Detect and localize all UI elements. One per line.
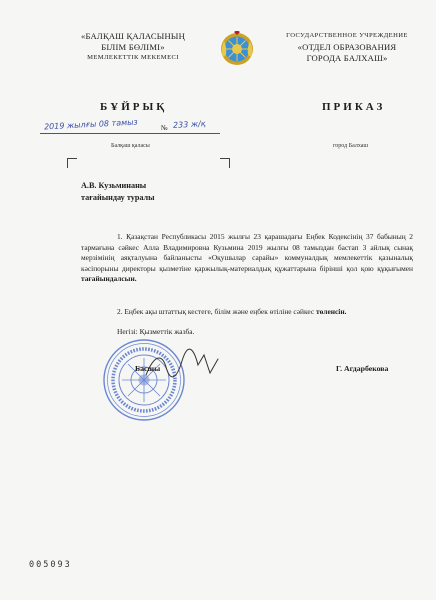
paragraph-3: Негізі: Қызметтік жазба. (117, 327, 195, 336)
doc-type-kz: БҰЙРЫҚ (100, 101, 168, 113)
handwritten-date: 2019 жылғы 08 тамыз (43, 117, 138, 132)
signature-title: Басшы (135, 364, 161, 373)
paragraph-1-text: 1. Қазақстан Республикасы 2015 жылғы 23 қарашадағы Еңбек Кодексінің 37 бабының 2 тармағына сәйкес Алла Владимировна Кузьмина 2019 жылғы 08 тамыздан бастап 3 айлық сынақ мерзімінің аяқталуына байланысты «Оқушылар сарайы» коммуналдық мемлекеттік қазыналық кәсіпорыны директоры қызметіне қаржылық-материалдық құжаттарына бірінші қол қою құқығымен (81, 232, 413, 273)
org-name-ru-line1: «ОТДЕЛ ОБРАЗОВАНИЯ (297, 42, 397, 52)
subject-line1: А.В. Кузьминаны (81, 181, 147, 190)
margin-corner-left (67, 158, 77, 168)
org-name-kz-line1: «БАЛҚАШ ҚАЛАСЫНЫҢ (81, 31, 185, 41)
serial-number: 005093 (29, 560, 72, 570)
paragraph-2 (81, 307, 413, 318)
date-underline (40, 133, 220, 134)
paragraph-1-bold: тағайындалсын. (81, 274, 137, 284)
handwritten-number: 233 ж/қ (172, 119, 206, 130)
place-kz: Балқаш қаласы (111, 143, 150, 149)
margin-corner-right (220, 158, 230, 168)
org-name-kz-line2: БІЛІМ БӨЛІМІ» (101, 42, 165, 52)
signature-name: Г. Агдарбекова (336, 364, 389, 373)
number-prefix: № (161, 124, 168, 132)
doc-type-ru: ПРИКАЗ (322, 101, 386, 113)
header-left (58, 31, 208, 62)
subject (81, 180, 155, 204)
place-ru: город Балхаш (333, 143, 369, 149)
subject-line2: тағайындау туралы (81, 193, 155, 202)
org-type-kz: МЕМЛЕКЕТТІК МЕКЕМЕСІ (87, 54, 179, 61)
kazakhstan-emblem-icon (220, 31, 254, 67)
header-right (282, 31, 412, 64)
paragraph-2-text: 2. Еңбек ақы штаттық кестеге, білім және еңбек өтіліне сәйкес (117, 307, 315, 316)
paragraph-2-bold: төленсін. (315, 307, 347, 316)
org-type-ru: ГОСУДАРСТВЕННОЕ УЧРЕЖДЕНИЕ (286, 32, 408, 39)
paragraph-1 (81, 232, 413, 285)
org-name-ru-line2: ГОРОДА БАЛХАШ» (306, 53, 388, 63)
